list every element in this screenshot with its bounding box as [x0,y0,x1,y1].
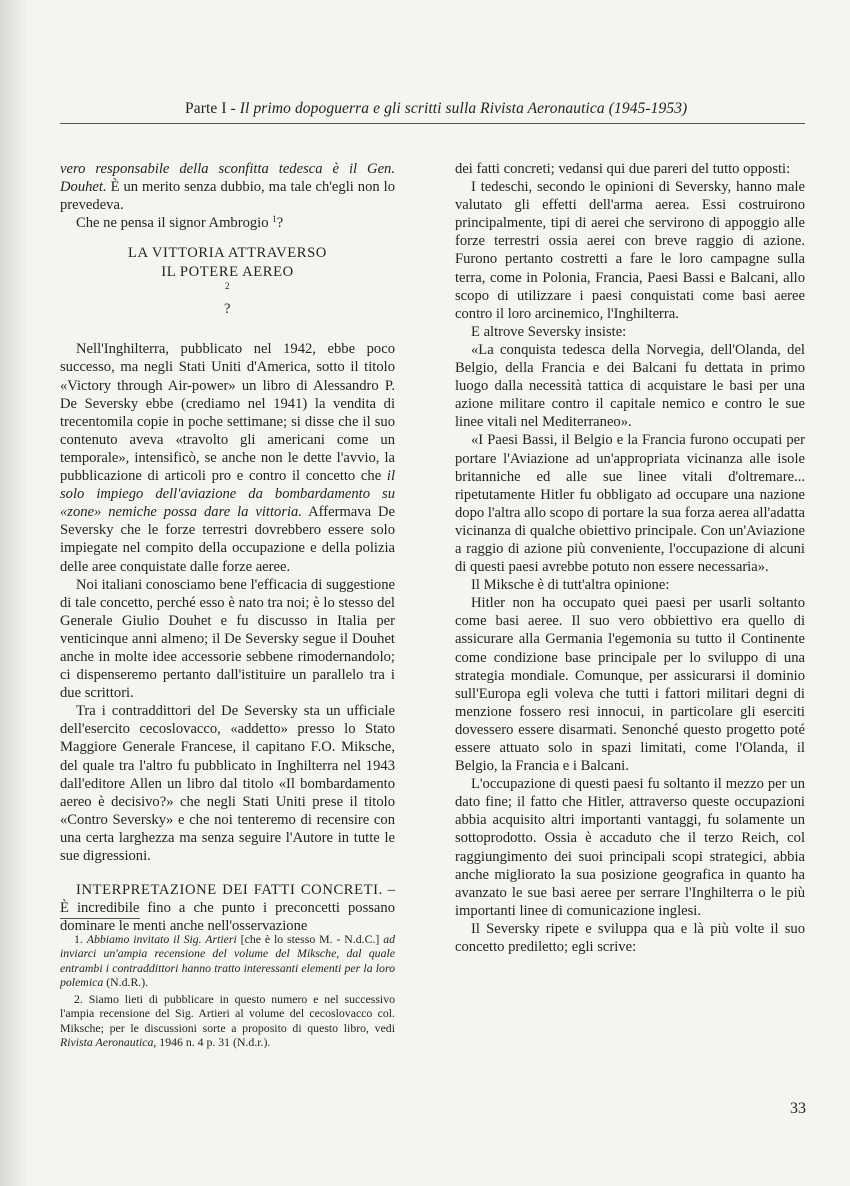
paragraph: L'occupazione di questi paesi fu soltanto il mezzo per un dato fine; il fatto che Hitler, attraverso queste occupazioni abbia acquisito altri importanti vantaggi, fu solamente un sottoprodotto. Ossia è accaduto che il terzo Reich, col raggiungimento dei suoi principali scopi strategici, abbia anche migliorato la sua posizione geografica in quanto ha avanzato le sue basi aeree per serrare l'Inghilterra o le più importanti linee di comunicazione inglesi. [455,776,805,919]
paragraph: Il Seversky ripete e sviluppa qua e là più volte il suo concetto prediletto; egli scrive: [455,920,805,956]
section-title-line [60,263,395,319]
footnote-1 [60,932,395,989]
page-edge-shadow [0,0,28,1186]
text: Che ne pensa il signor Ambrogio [76,215,273,232]
text: , 1946 n. 4 p. 31 (N.d.r.). [153,1035,271,1050]
paragraph: Hitler non ha occupato quei paesi per usarli soltanto come basi aeree. Il suo vero obbiettivo era quello di assicurare alla Germania l'egemonia su tutto il Continente come condizione base principale per lo sviluppo di una strategia mondiale. Comunque, per assicurarsi il dominio sull'Europa egli voleva che tutti i fattori militari degni di menzione fossero resi innocui, in particolare gli eserciti dovessero essere disarmati. Senonché questo progetto poté essere attuato solo in spazi limitati, come l'Olanda, il Belgio, la Francia e i Balcani. [455,595,805,775]
spacer [60,865,395,881]
italic-text: Rivista Aeronautica [60,1035,154,1050]
left-column [60,160,395,935]
paragraph: E altrove Seversky insiste: [471,323,627,340]
paragraph: Il Miksche è di tutt'altra opinione: [471,577,670,594]
header-title: Il primo dopoguerra e gli scritti sulla Rivista Aeronautica (1945-1953) [239,100,688,117]
text: (N.d.R.). [103,974,149,989]
text: ? [276,215,284,232]
paragraph: dei fatti concreti; vedansi qui due pareri del tutto opposti: [455,161,791,177]
footnote-ref: 2 [224,281,231,292]
paragraph: Noi italiani conosciamo bene l'efficacia di suggestione di tale concetto, perché esso è nato tra noi; è lo stesso del Generale Giulio Douhet e fu discusso in Italia per venticinque anni almeno; il De Seversky segue il Douhet anche in molte idee accessorie sebbene rimodernandolo; ci dispenseremo pertanto dall'istituire un parallelo tra i due scrittori. [60,576,395,702]
text: Affermava De Seversky che le forze terrestri dovrebbero essere solo impiegate nel compito della occupazione e della polizia delle aree conquistate dalle forze aeree. [60,504,395,575]
running-header [185,100,805,118]
paragraph: I tedeschi, secondo le opinioni di Seversky, hanno male valutato gli effetti dell'arma aerea. Essi costruirono principalmente, tipi di aerei che servirono di appoggio alle forze terrestri ossia aerei con breve raggio di azione. Furono pertanto costretti a fare le loro campagne sulla terra, come in Polonia, Francia, Paesi Bassi e Balcani, allo scopo di utilizzare i paesi conquistati come basi aeree contro il loro arcinemico, l'Inghilterra. [455,179,805,322]
paragraph: «La conquista tedesca della Norvegia, dell'Olanda, del Belgio, della Francia e dei Balcani fu dettata in primo luogo dalla necessità tattica di acquistare le basi per una azione militare contro il capitale nemico e contro le sue linee vitali nel Mediterraneo». [455,341,805,431]
text: [che è lo stesso M. - N.d.C.] [236,932,384,946]
header-rule [60,123,805,124]
text: È un merito senza dubbio, ma tale ch'egli non lo prevedeva. [60,179,395,214]
text: 2. Siamo lieti di pubblicare in questo numero e nel successivo l'ampia recensione del Sig. Artieri al volume del cecoslovacco col. Miksche; per le discussioni sorte a proposito di questo libro, vedi [60,992,395,1035]
text: – È incredibile fino a che punto i preconcetti possano dominare le menti anche nell'osservazione [60,882,395,935]
header-part: Parte I - [185,100,240,117]
page-number: 33 [790,1100,806,1117]
paragraph [60,160,395,214]
footnote-ref: 1 [272,214,277,225]
italic-text: vero responsabile della sconfitta tedesca è il Gen. Douhet. [60,161,395,196]
text: IL POTERE AEREO [161,263,294,280]
paragraph: Tra i contraddittori del De Seversky sta un ufficiale dell'esercito cecoslovacco, «addetto» presso lo Stato Maggiore Generale Francese, il capitano F.O. Miksche, del quale tra l'altro fu pubblicato in Inghilterra nel 1943 dall'editore Allen un libro dal titolo «Il bombardamento aereo è decisivo?» che negli Stati Uniti prese il titolo «Contro Seversky» e che noi tenteremo di recensire con una certa larghezza ma senza seguire l'Autore in tutte le sue digressioni. [60,703,395,864]
italic-text: il solo impiego dell'aviazione da bombardamento su «zone» nemiche possa dare la vittoria. [60,468,395,521]
text: Nell'Inghilterra, pubblicato nel 1942, ebbe poco successo, ma negli Stati Uniti d'America, sotto il titolo «Victory through Air-power» un libro di Alessandro P. De Seversky ebbe (crediamo nel 1941) la vendita di trecentomila copie in poche settimane; si disse che il suo contenuto aveva «travolto gli americani come un temporale», intensificò, se anche non le dette l'avvio, la pubblicazione di articoli pro e contro il concetto che [60,341,395,485]
italic-text: Abbiamo invitato il Sig. Artieri [86,932,237,946]
paragraph [60,214,395,232]
italic-text: ad inviarci un'ampia recensione del volume del Miksche, dal quale entrambi i contraddittori hanno tratto interessanti elementi per la loro polemica [60,932,396,989]
right-column [455,160,805,956]
paragraph [60,340,395,575]
footnote-2 [60,992,395,1049]
text: ? [223,300,232,317]
section-title-line: LA VITTORIA ATTRAVERSO [128,245,327,262]
text: 1. [74,932,87,946]
paragraph: «I Paesi Bassi, il Belgio e la Francia furono occupati per portare l'Aviazione ad un'appropriata vicinanza alle isole britanniche ed alle sue linee vitali d'oltremare... ripetutamente Hitler fu obbligato ad occupare una nazione dopo l'altra allo scopo di portare la sua forza aerea all'adatta vicinanza di qualche obiettivo principale. Con un'Aviazione a raggio di azione più conveniente, l'occupazione di alcuni di questi paesi avrebbe potuto non essere necessaria». [455,432,805,576]
paragraph [60,881,395,935]
subsection-heading: INTERPRETAZIONE DEI FATTI CONCRETI. [76,882,383,899]
section-title [60,244,395,318]
footnote-rule [60,918,140,919]
footnotes [60,932,395,1052]
